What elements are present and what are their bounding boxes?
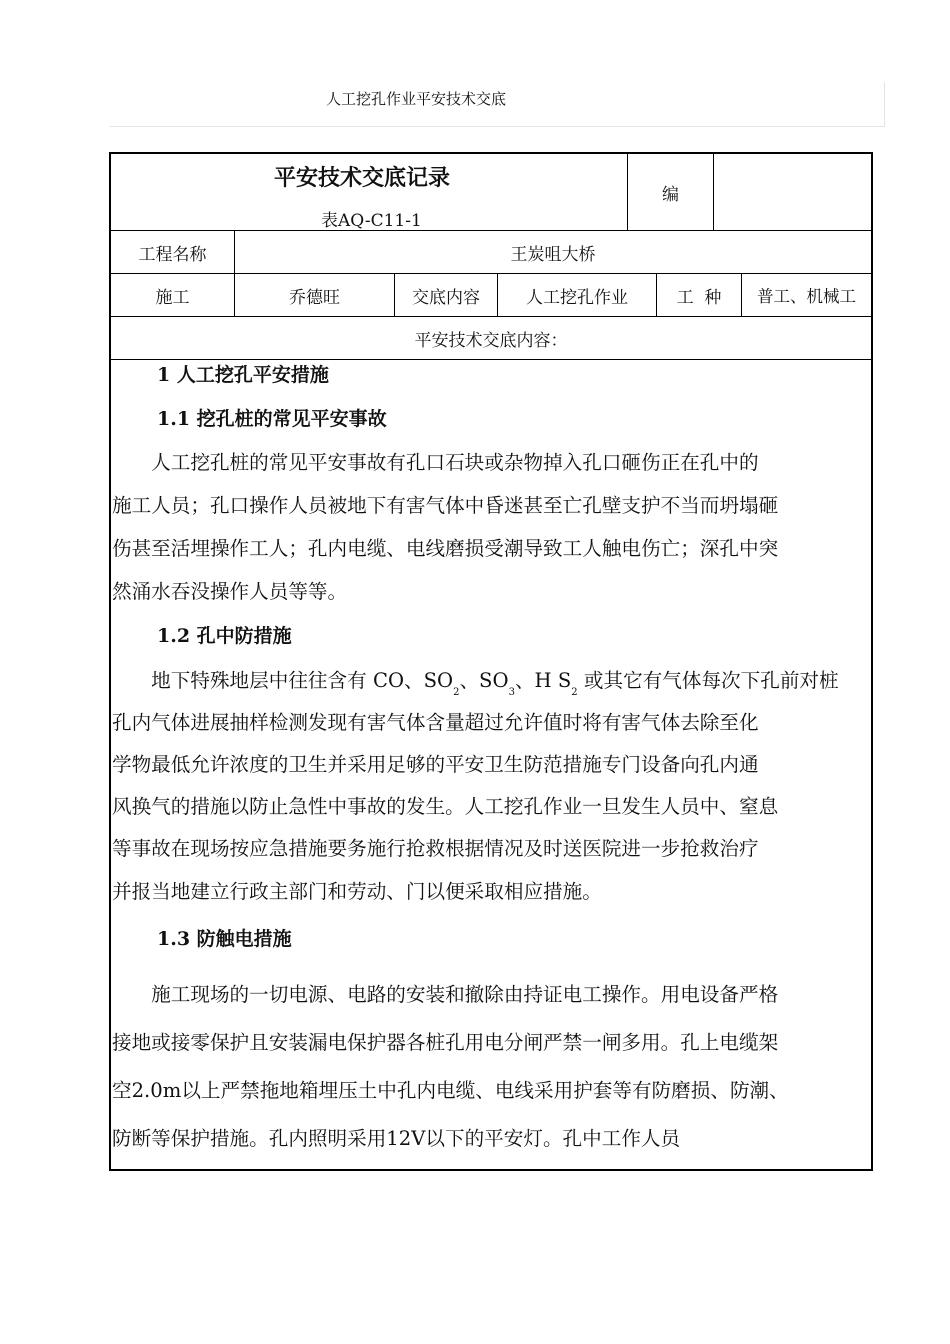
heading-1-1: 1.1 挖孔桩的常见平安事故 bbox=[157, 408, 387, 430]
record-title: 平安技术交底记录 bbox=[274, 165, 451, 191]
project-name-value: 王炭咀大桥 bbox=[510, 244, 596, 265]
paragraph-2-line-2: 孔内气体进展抽样检测发现有害气体含量超过允许值时将有害气体去除至化 bbox=[112, 711, 759, 734]
p2-text-d: 或其它有气体每次下孔前对桩 bbox=[577, 669, 839, 692]
paragraph-3-line-1: 施工现场的一切电源、电路的安装和撤除由持证电工操作。用电设备严格 bbox=[112, 983, 779, 1006]
paragraph-2-line-6: 并报当地建立行政主部门和劳动、门以便采取相应措施。 bbox=[112, 880, 602, 903]
content-label: 交底内容 bbox=[412, 287, 480, 308]
construction-label: 施工 bbox=[155, 287, 190, 308]
p2-text-c: 、H S bbox=[514, 669, 572, 692]
p2-text-b: 、SO bbox=[459, 669, 509, 692]
bian-label: 编 bbox=[662, 184, 679, 205]
p2-sub-1: 2 bbox=[453, 687, 460, 698]
paragraph-1-line-4: 然涌水吞没操作人员等等。 bbox=[112, 580, 348, 603]
p2-text-a: 地下特殊地层中往往含有 CO、SO bbox=[112, 669, 454, 692]
trade-value: 普工、机械工 bbox=[757, 287, 856, 306]
paragraph-3-line-3: 空2.0m以上严禁拖地箱埋压土中孔内电缆、电线采用护套等有防磨损、防潮、 bbox=[112, 1079, 789, 1102]
heading-1-2: 1.2 孔中防措施 bbox=[157, 625, 292, 647]
paragraph-1-line-1: 人工挖孔桩的常见平安事故有孔口石块或杂物掉入孔口砸伤正在孔中的 bbox=[112, 451, 759, 474]
heading-1-3: 1.3 防触电措施 bbox=[157, 928, 292, 950]
paragraph-3-line-4: 防断等保护措施。孔内照明采用12V以下的平安灯。孔中工作人员 bbox=[112, 1127, 681, 1150]
form-number: 表AQ-C11-1 bbox=[321, 211, 422, 231]
paragraph-2-line-5: 等事故在现场按应急措施要务施行抢救根据情况及时送医院进一步抢救治疗 bbox=[112, 837, 759, 860]
paragraph-1-line-2: 施工人员；孔口操作人员被地下有害气体中昏迷甚至亡孔壁支护不当而坍塌砸 bbox=[112, 494, 779, 517]
section-label: 平安技术交底内容： bbox=[414, 330, 568, 351]
trade-label: 工 种 bbox=[676, 287, 722, 308]
header-side-divider bbox=[884, 82, 885, 126]
document-header-title: 人工挖孔作业平安技术交底 bbox=[326, 90, 507, 108]
construction-value: 乔德旺 bbox=[289, 287, 340, 308]
header-divider bbox=[110, 126, 885, 127]
paragraph-2-line-3: 学物最低允许浓度的卫生并采用足够的平安卫生防范措施专门设备向孔内通 bbox=[112, 753, 759, 776]
p2-sub-2: 3 bbox=[508, 687, 515, 698]
content-value: 人工挖孔作业 bbox=[526, 287, 628, 308]
p2-sub-3: 2 bbox=[571, 687, 578, 698]
paragraph-2-line-4: 风换气的措施以防止急性中事故的发生。人工挖孔作业一旦发生人员中、窒息 bbox=[112, 795, 779, 818]
paragraph-3-line-2: 接地或接零保护且安装漏电保护器各桩孔用电分闸严禁一闸多用。孔上电缆架 bbox=[112, 1031, 779, 1054]
heading-1: 1 人工挖孔平安措施 bbox=[157, 364, 329, 386]
paragraph-2-line-1 bbox=[112, 664, 839, 698]
bian-divider bbox=[713, 154, 714, 230]
paragraph-1-line-3: 伤甚至活埋操作工人；孔内电缆、电线磨损受潮导致工人触电伤亡；深孔中突 bbox=[112, 537, 779, 560]
project-name-label: 工程名称 bbox=[138, 244, 207, 265]
